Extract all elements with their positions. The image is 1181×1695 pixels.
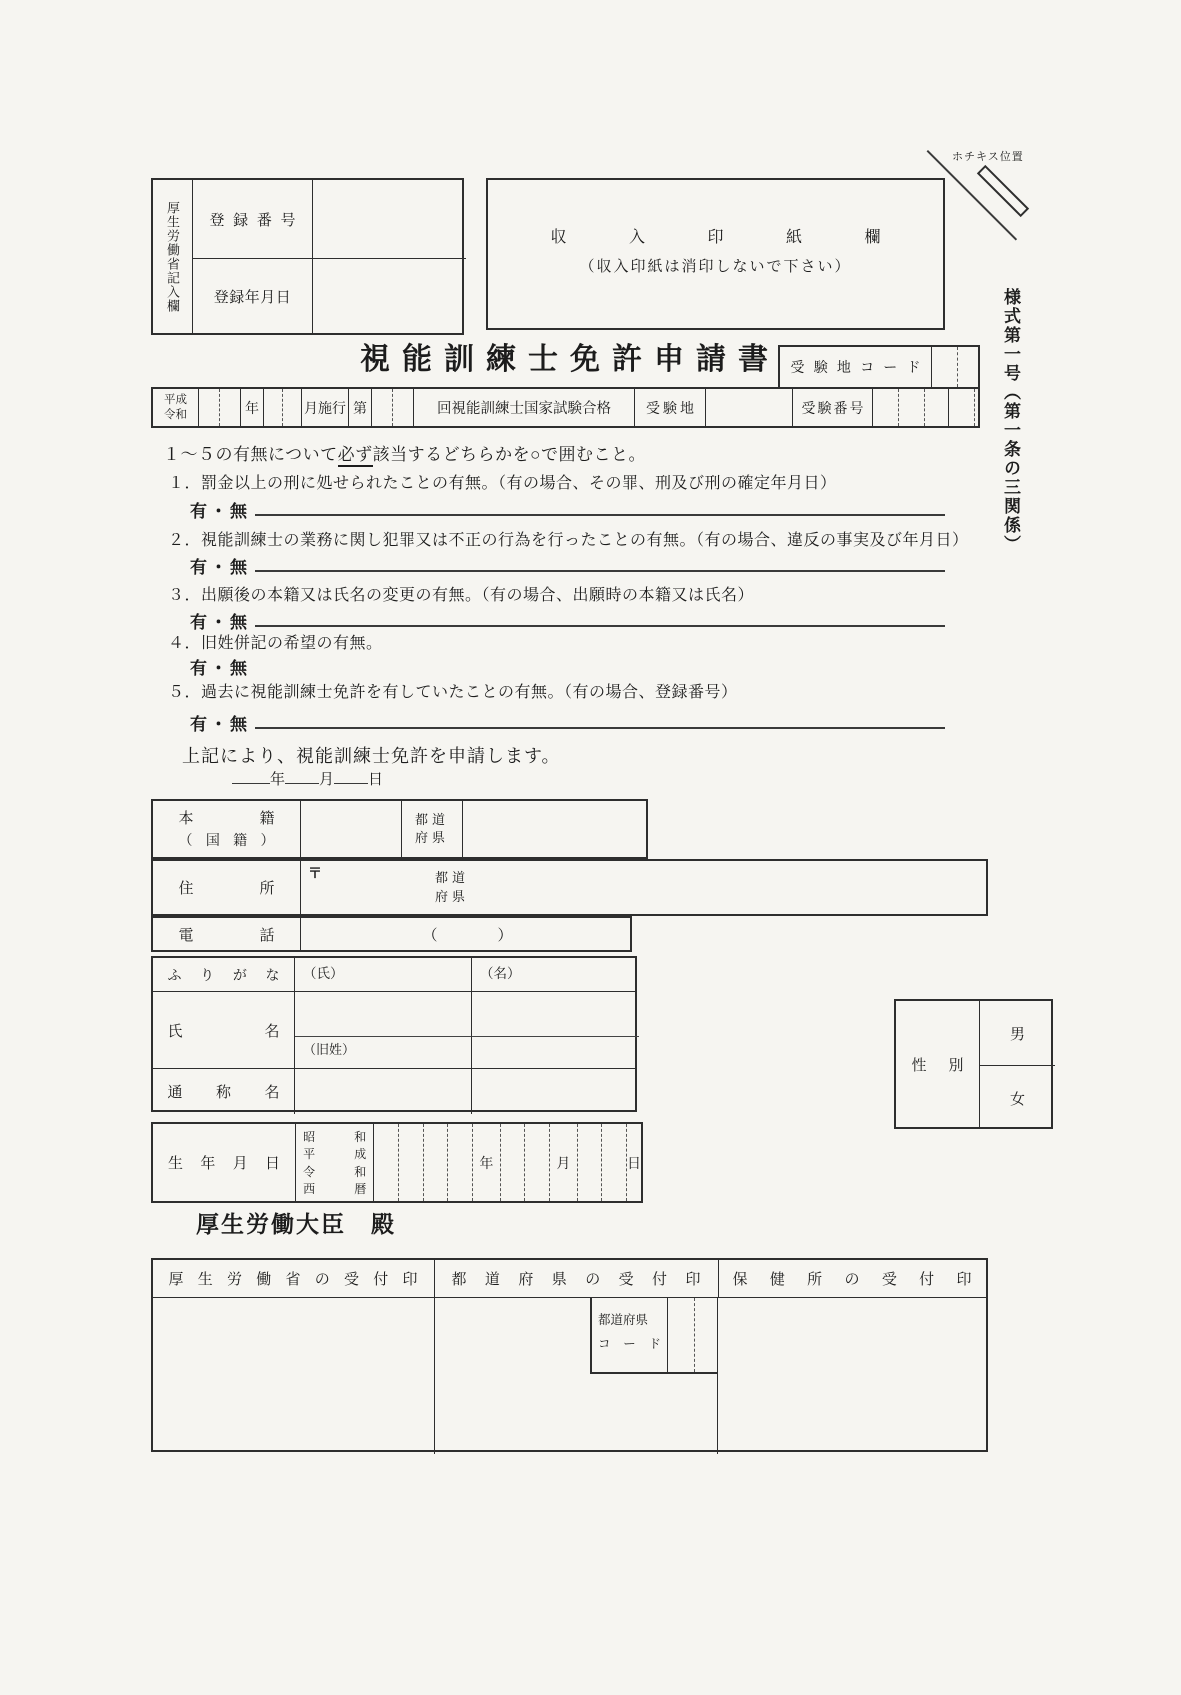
tsushomei-row bbox=[153, 1068, 635, 1114]
kyusei-paren-label: （旧姓） bbox=[303, 1042, 356, 1057]
ministry-entry-box bbox=[151, 178, 464, 335]
ministry-entry-side-label: 厚生労働省記入欄 bbox=[153, 180, 193, 333]
registration-number-field[interactable] bbox=[313, 180, 466, 258]
receipt-header-prefecture: 都道府県の受付印 bbox=[434, 1260, 718, 1297]
birthdate-label: 生年月日 bbox=[168, 1155, 281, 1172]
receipt-mhlw-stamp-area[interactable] bbox=[153, 1298, 434, 1454]
exam-number-digit-cell[interactable] bbox=[872, 389, 898, 426]
exam-month-digit-cell[interactable] bbox=[282, 389, 301, 426]
form-code-vertical: 様式第一号（第一条の三関係） bbox=[1001, 288, 1020, 554]
furigana-label: ふりがな bbox=[167, 966, 280, 983]
name-table bbox=[151, 956, 637, 1112]
item-2-ari-nashi[interactable]: 有・無 bbox=[190, 558, 250, 577]
birth-year-digit-cell[interactable] bbox=[373, 1124, 398, 1201]
registration-number-label: 登録番号 bbox=[193, 180, 313, 258]
exam-dai-label: 第 bbox=[348, 389, 371, 426]
era-selector[interactable]: 昭和 平成 令和 西暦 bbox=[295, 1124, 373, 1201]
exam-round-digit-cell[interactable] bbox=[392, 389, 413, 426]
receipt-header-health-center: 保健所の受付印 bbox=[718, 1260, 986, 1297]
birth-year-digit-cell[interactable] bbox=[423, 1124, 448, 1201]
honseki-label: 本籍 （国籍） bbox=[153, 801, 301, 857]
name-label: 氏名 bbox=[153, 992, 295, 1068]
application-date-line[interactable]: 年 月 日 bbox=[232, 768, 383, 789]
birth-day-label: 日 bbox=[626, 1124, 641, 1201]
birth-month-digit-cell[interactable] bbox=[524, 1124, 549, 1201]
date-year-blank[interactable] bbox=[232, 769, 270, 784]
staple-note-label: ホチキス位置 bbox=[952, 151, 1024, 163]
pref-code-label: 都道府県 コード bbox=[592, 1298, 668, 1372]
item-5-text: ５．過去に視能訓練士免許を有していたことの有無。（有の場合、登録番号） bbox=[168, 684, 738, 701]
minister-line: 厚生労働大臣 殿 bbox=[196, 1211, 396, 1237]
item-1-ari-nashi[interactable]: 有・無 bbox=[190, 502, 250, 521]
revenue-stamp-note: （収入印紙は消印しないで下さい） bbox=[579, 258, 852, 275]
name-shi-field[interactable] bbox=[295, 992, 472, 1036]
page-title: 視能訓練士免許申請書 bbox=[360, 343, 780, 376]
item-3-ari-nashi[interactable]: 有・無 bbox=[190, 613, 250, 632]
birth-year-digit-cell[interactable] bbox=[447, 1124, 472, 1201]
item-5-answer-line[interactable] bbox=[255, 711, 945, 729]
item-4-ari-nashi[interactable]: 有・無 bbox=[190, 659, 250, 678]
era-label-cell: 平成 令和 bbox=[164, 394, 187, 421]
exam-number-digit-cell[interactable] bbox=[974, 389, 978, 426]
honseki-todofuken-label: 都道 府県 bbox=[401, 801, 463, 857]
honseki-field-right[interactable] bbox=[463, 801, 650, 857]
registration-date-field[interactable] bbox=[313, 258, 466, 333]
registration-date-label: 登録年月日 bbox=[193, 258, 313, 333]
phone-row bbox=[151, 916, 632, 952]
instruction-emphasis: 必ず bbox=[338, 445, 373, 467]
exam-code-cell[interactable] bbox=[957, 347, 982, 387]
tsushomei-mei-field[interactable] bbox=[472, 1069, 639, 1114]
exam-number-label: 受験番号 bbox=[792, 389, 872, 426]
exam-place-field[interactable] bbox=[705, 389, 792, 426]
phone-label: 電話 bbox=[153, 918, 301, 950]
item-3-answer-line[interactable] bbox=[255, 609, 945, 627]
exam-number-digit-cell[interactable] bbox=[948, 389, 974, 426]
kyusei-mei-field[interactable] bbox=[472, 1036, 639, 1068]
address-field-right[interactable] bbox=[483, 861, 990, 914]
pref-code-box bbox=[590, 1298, 717, 1374]
item-1-text: １．罰金以上の刑に処せられたことの有無。（有の場合、その罪、刑及び刑の確定年月日） bbox=[168, 475, 837, 492]
birth-year-label: 年 bbox=[472, 1124, 500, 1201]
tsushomei-shi-field[interactable] bbox=[295, 1069, 472, 1114]
address-todofuken-label: 都道 府県 bbox=[434, 870, 469, 904]
name-mei-field[interactable] bbox=[472, 992, 639, 1036]
sex-label: 性別 bbox=[896, 1001, 980, 1127]
exam-code-cell[interactable] bbox=[932, 347, 957, 387]
date-month-blank[interactable] bbox=[285, 769, 319, 784]
exam-year-label: 年 bbox=[240, 389, 263, 426]
exam-code-label: 受験地コード bbox=[790, 359, 921, 375]
item-5-ari-nashi[interactable]: 有・無 bbox=[190, 715, 250, 734]
exam-round-digit-cell[interactable] bbox=[371, 389, 392, 426]
exam-year-digit-cell[interactable] bbox=[198, 389, 219, 426]
pref-code-digit-cell[interactable] bbox=[668, 1298, 694, 1372]
honseki-row bbox=[151, 799, 648, 859]
furigana-mei-cell[interactable] bbox=[472, 958, 639, 991]
revenue-stamp-title: 収入印紙欄 bbox=[550, 229, 881, 246]
address-row bbox=[151, 859, 988, 916]
exam-year-digit-cell[interactable] bbox=[219, 389, 240, 426]
exam-number-digit-cell[interactable] bbox=[898, 389, 924, 426]
item-4-text: ４．旧姓併記の希望の有無。 bbox=[168, 635, 383, 652]
birth-day-digit-cell[interactable] bbox=[577, 1124, 602, 1201]
exam-month-digit-cell[interactable] bbox=[263, 389, 282, 426]
exam-pass-label: 回視能訓練士国家試験合格 bbox=[413, 389, 634, 426]
mei-paren-label: （名） bbox=[480, 966, 521, 981]
shi-paren-label: （氏） bbox=[303, 966, 344, 981]
item-3-text: ３．出願後の本籍又は氏名の変更の有無。（有の場合、出願時の本籍又は氏名） bbox=[168, 587, 755, 604]
furigana-row bbox=[153, 958, 635, 992]
date-day-blank[interactable] bbox=[334, 769, 368, 784]
receipt-stamp-table bbox=[151, 1258, 988, 1452]
exam-place-label: 受験地 bbox=[634, 389, 705, 426]
exam-info-row bbox=[151, 387, 980, 428]
furigana-shi-cell[interactable] bbox=[295, 958, 472, 991]
sex-female-cell[interactable]: 女 bbox=[1009, 1091, 1025, 1108]
phone-field[interactable]: （ ） bbox=[422, 926, 513, 944]
item-1-answer-line[interactable] bbox=[255, 498, 945, 516]
birthdate-row bbox=[151, 1122, 643, 1203]
postal-mark: 〒 bbox=[308, 865, 322, 881]
address-field[interactable] bbox=[301, 861, 421, 914]
exam-code-box bbox=[778, 345, 980, 387]
declaration-line: 上記により、視能訓練士免許を申請します。 bbox=[182, 746, 561, 766]
receipt-health-center-stamp-area[interactable] bbox=[717, 1298, 990, 1454]
pref-code-digit-cell[interactable] bbox=[694, 1298, 717, 1372]
birth-day-digit-cell[interactable] bbox=[601, 1124, 626, 1201]
exam-month-exec-label: 月施行 bbox=[301, 389, 348, 426]
item-2-text: ２．視能訓練士の業務に関し犯罪又は不正の行為を行ったことの有無。（有の場合、違反の事実及び年月日） bbox=[168, 532, 969, 549]
revenue-stamp-box bbox=[486, 178, 945, 330]
tsushomei-label: 通称名 bbox=[167, 1084, 280, 1101]
birth-month-label: 月 bbox=[549, 1124, 577, 1201]
sex-male-cell[interactable]: 男 bbox=[980, 1001, 1055, 1066]
honseki-field[interactable] bbox=[301, 801, 401, 857]
instruction-line: １～５の有無について必ず該当するどちらかを○で囲むこと。 bbox=[163, 440, 646, 465]
exam-number-digit-cell[interactable] bbox=[924, 389, 948, 426]
birth-month-digit-cell[interactable] bbox=[500, 1124, 525, 1201]
sex-box bbox=[894, 999, 1053, 1129]
kyusei-row[interactable] bbox=[295, 1036, 472, 1068]
address-label: 住所 bbox=[153, 861, 301, 914]
receipt-header-mhlw: 厚生労働省の受付印 bbox=[168, 1271, 419, 1288]
item-2-answer-line[interactable] bbox=[255, 554, 945, 572]
birth-year-digit-cell[interactable] bbox=[398, 1124, 423, 1201]
